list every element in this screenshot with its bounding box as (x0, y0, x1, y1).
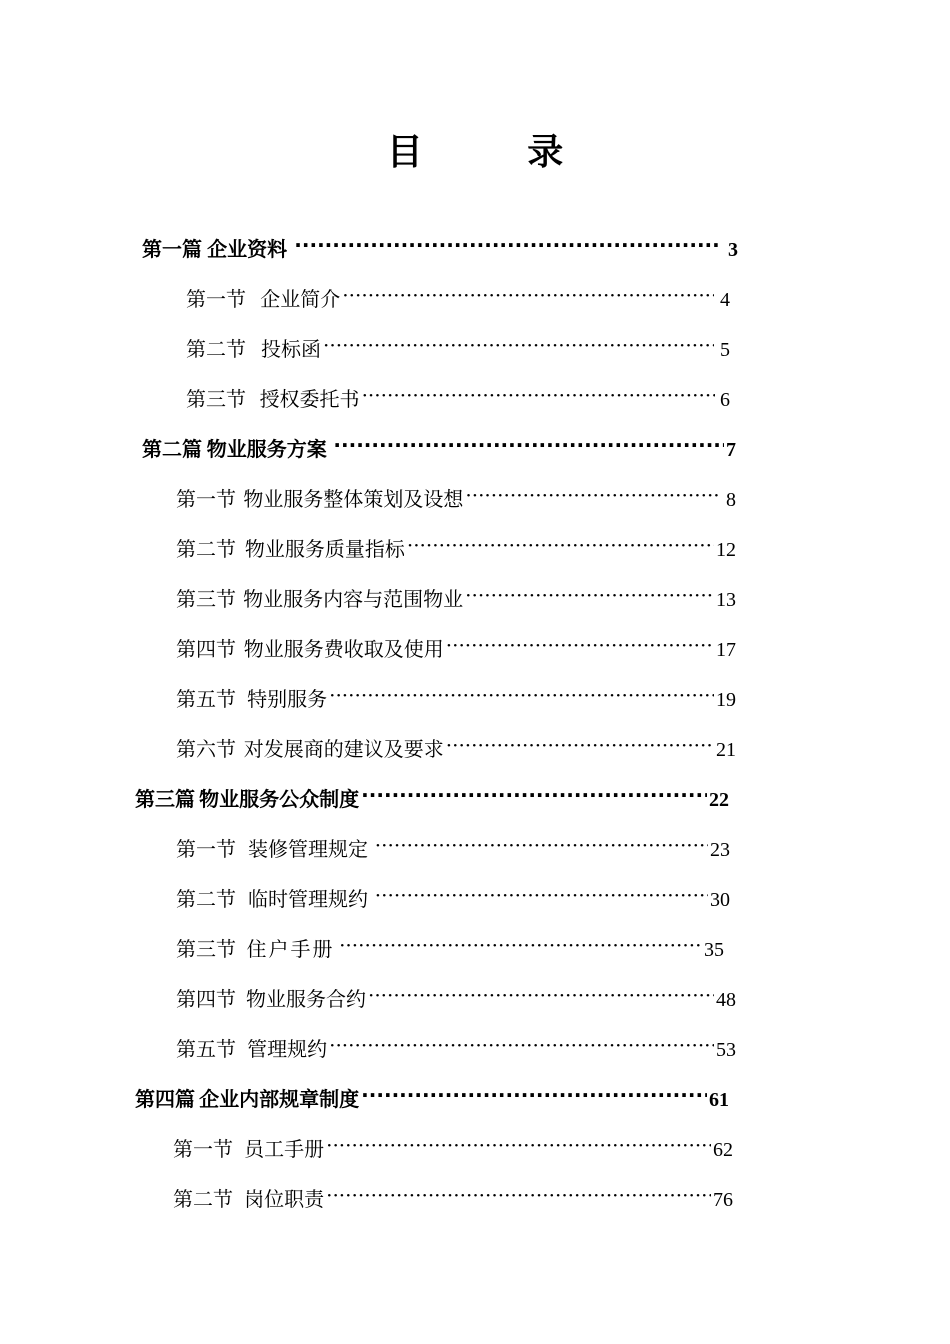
toc-entry[interactable] (173, 1134, 733, 1164)
entry-number: 第三节 (186, 387, 246, 411)
entry-number: 第四节 (176, 987, 236, 1011)
leader-dots (375, 880, 708, 910)
entry-page: 76 (713, 1189, 733, 1211)
toc-entry[interactable] (142, 434, 736, 464)
toc-entry[interactable] (176, 934, 724, 964)
leader-dots (368, 980, 714, 1010)
leader-dots (326, 1180, 711, 1210)
entry-page: 22 (709, 789, 729, 811)
entry-text: 物业服务合约 (245, 987, 366, 1011)
entry-number: 第一节 (173, 1137, 233, 1161)
entry-number: 第一篇 (142, 237, 202, 261)
entry-text: 物业服务方案 (206, 437, 327, 461)
entry-page: 3 (728, 239, 739, 261)
entry-page: 5 (720, 339, 730, 361)
entry-number: 第三篇 (135, 787, 195, 811)
entry-number: 第三节 (176, 937, 236, 961)
entry-number: 第五节 (176, 687, 236, 711)
entry-page: 30 (710, 889, 730, 911)
toc-entry[interactable] (176, 734, 736, 764)
entry-text: 投标函 (261, 337, 322, 361)
entry-number: 第四节 (176, 637, 236, 661)
entry-number: 第一节 (176, 837, 236, 861)
entry-page: 35 (703, 939, 724, 961)
leader-dots (326, 1130, 711, 1160)
entry-page: 4 (720, 289, 730, 311)
leader-dots (329, 680, 714, 710)
toc-entry[interactable] (142, 234, 738, 264)
entry-page: 7 (725, 439, 736, 461)
leader-dots (446, 730, 714, 760)
entry-text: 岗位职责 (244, 1187, 325, 1211)
leader-dots (446, 630, 714, 660)
leader-dots (323, 330, 714, 360)
entry-page: 6 (720, 389, 730, 411)
entry-number: 第三节 (176, 587, 236, 611)
entry-text: 物业服务内容与范围物业 (243, 587, 464, 611)
toc-entry[interactable] (176, 984, 736, 1014)
leader-dots (361, 780, 707, 810)
leader-dots (362, 380, 715, 410)
entry-text: 企业资料 (207, 237, 288, 261)
leader-dots (375, 830, 708, 860)
entry-text: 临时管理规约 (248, 887, 368, 911)
entry-text: 管理规约 (247, 1037, 328, 1061)
entry-text: 企业内部规章制度 (199, 1087, 360, 1111)
entry-number: 第一节 (186, 287, 246, 311)
entry-number: 第二节 (186, 337, 246, 361)
toc-entry[interactable] (173, 1184, 733, 1214)
entry-text: 装修管理规定 (248, 837, 368, 861)
toc-entry[interactable] (176, 534, 736, 564)
entry-number: 第六节 (176, 737, 236, 761)
entry-page: 19 (716, 689, 736, 711)
leader-dots (407, 530, 714, 560)
entry-number: 第五节 (176, 1037, 236, 1061)
entry-text: 企业简介 (260, 287, 341, 311)
toc-entry[interactable] (176, 884, 730, 914)
entry-page: 62 (713, 1139, 733, 1161)
leader-dots (342, 280, 714, 310)
entry-page: 21 (716, 739, 736, 761)
entry-page: 12 (716, 539, 736, 561)
entry-number: 第四篇 (135, 1087, 195, 1111)
toc-entry[interactable] (176, 584, 736, 614)
entry-text: 特别服务 (247, 687, 328, 711)
entry-page: 13 (716, 589, 736, 611)
entry-text: 对发展商的建议及要求 (243, 737, 444, 761)
entry-page: 48 (716, 989, 736, 1011)
entry-text: 住户手册 (246, 937, 335, 961)
leader-dots (294, 230, 720, 260)
entry-text: 物业服务费收取及使用 (243, 637, 444, 661)
entry-text: 物业服务质量指标 (244, 537, 405, 561)
toc-entry[interactable] (176, 484, 736, 514)
toc-entry[interactable] (176, 834, 730, 864)
leader-dots (339, 930, 702, 960)
entry-page: 8 (725, 489, 736, 511)
toc-entry[interactable] (186, 284, 730, 314)
toc-entry[interactable] (176, 684, 736, 714)
leader-dots (329, 1030, 714, 1060)
entry-number: 第二节 (173, 1187, 233, 1211)
entry-number: 第二节 (176, 537, 236, 561)
entry-page: 53 (716, 1039, 736, 1061)
toc-entry[interactable] (176, 634, 736, 664)
entry-number: 第二篇 (142, 437, 202, 461)
leader-dots (465, 580, 714, 610)
toc-entry[interactable] (176, 1034, 736, 1064)
toc-entry[interactable] (186, 384, 730, 414)
entry-page: 61 (709, 1089, 729, 1111)
entry-number: 第二节 (176, 887, 236, 911)
leader-dots (361, 1080, 707, 1110)
entry-text: 物业服务公众制度 (199, 787, 360, 811)
toc-entry[interactable] (186, 334, 730, 364)
entry-number: 第一节 (176, 487, 236, 511)
toc-entry[interactable] (135, 1084, 729, 1114)
entry-text: 授权委托书 (259, 387, 360, 411)
entry-text: 物业服务整体策划及设想 (243, 487, 464, 511)
toc-title: 目 录 (386, 131, 610, 173)
leader-dots (465, 480, 721, 510)
entry-page: 23 (710, 839, 730, 861)
entry-page: 17 (716, 639, 736, 661)
leader-dots (333, 430, 724, 460)
toc-entry[interactable] (135, 784, 729, 814)
entry-text: 员工手册 (244, 1137, 325, 1161)
